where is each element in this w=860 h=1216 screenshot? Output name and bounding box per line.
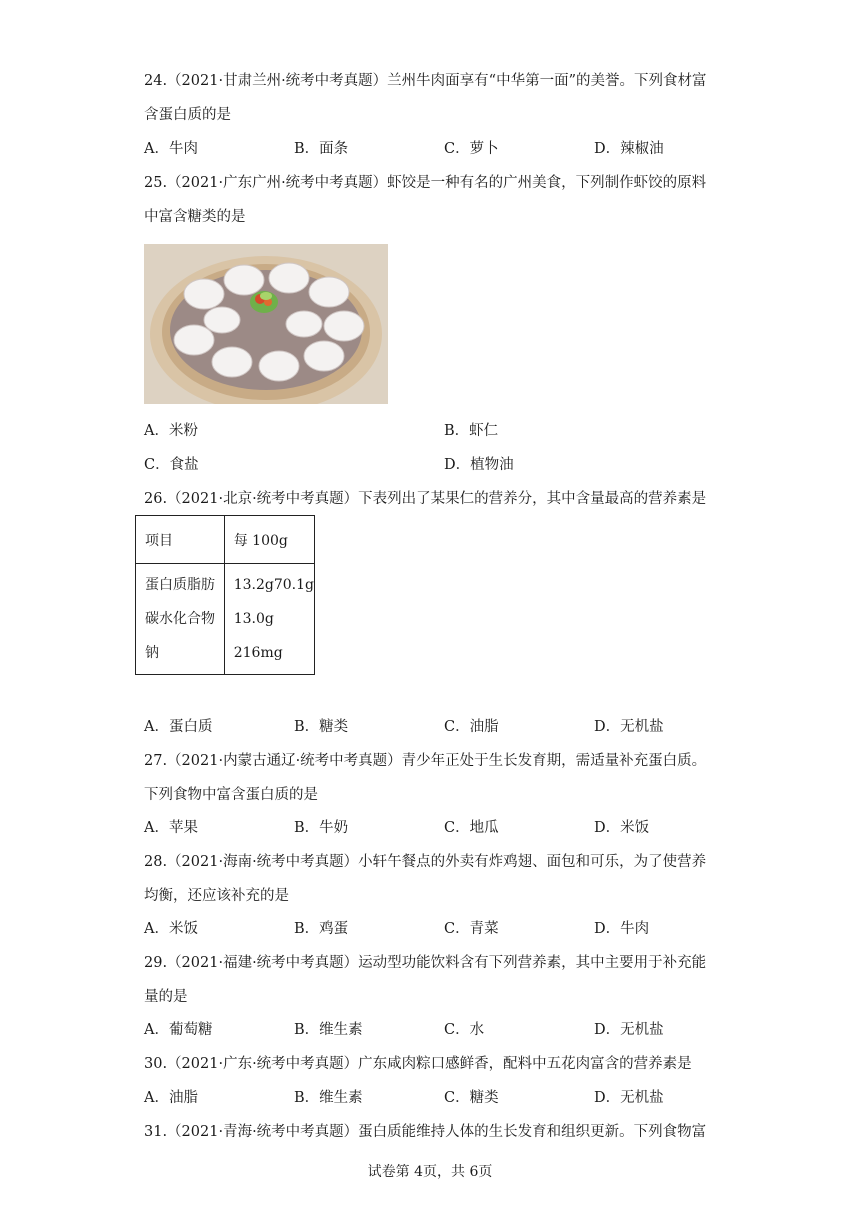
q27-option-d: D．米饭	[594, 820, 650, 836]
q30-option-c: C．糖类	[444, 1090, 499, 1106]
q26-option-d: D．无机盐	[594, 719, 664, 735]
question-30-line1: 30.（2021·广东·统考中考真题）广东咸肉粽口感鲜香，配料中五花肉富含的营养素是	[144, 1056, 692, 1072]
q29-option-b: B．维生素	[294, 1022, 363, 1038]
q25-option-c: C．食盐	[144, 457, 199, 473]
q27-option-b: B．牛奶	[294, 820, 349, 836]
table-cell: 碳水化合物	[145, 611, 215, 627]
q26-option-c: C．油脂	[444, 719, 499, 735]
q25-option-a: A．米粉	[144, 423, 198, 439]
q29-option-a: A．葡萄糖	[144, 1022, 213, 1038]
question-27-line2: 下列食物中富含蛋白质的是	[144, 787, 318, 803]
q28-option-a: A．米饭	[144, 921, 198, 937]
q27-option-c: C．地瓜	[444, 820, 499, 836]
q24-option-a: A．牛肉	[144, 141, 198, 157]
table-cell: 钠	[145, 645, 159, 661]
shrimp-dumpling-photo	[144, 244, 388, 404]
q27-option-a: A．苹果	[144, 820, 198, 836]
table-col-nutrients	[136, 564, 225, 675]
q30-option-d: D．无机盐	[594, 1090, 664, 1106]
q29-option-c: C．水	[444, 1022, 485, 1038]
question-29-line2: 量的是	[144, 989, 188, 1005]
question-31-line1: 31.（2021·青海·统考中考真题）蛋白质能维持人体的生长发育和组织更新。下列食物富	[144, 1124, 707, 1140]
q26-option-b: B．糖类	[294, 719, 349, 735]
nutrition-table	[135, 515, 315, 675]
q24-option-d: D．辣椒油	[594, 141, 664, 157]
question-29-line1: 29.（2021·福建·统考中考真题）运动型功能饮料含有下列营养素，其中主要用于补充能	[144, 955, 707, 971]
question-26-line1: 26.（2021·北京·统考中考真题）下表列出了某果仁的营养分，其中含量最高的营养素是	[144, 491, 707, 507]
page-footer: 试卷第 4页，共 6页	[367, 1164, 493, 1180]
table-header-per100g: 每 100g	[224, 516, 314, 564]
q25-option-d: D．植物油	[444, 457, 514, 473]
question-24-line1: 24.（2021·甘肃兰州·统考中考真题）兰州牛肉面享有“中华第一面”的美誉。下列食材富	[144, 73, 707, 89]
q25-option-b: B．虾仁	[444, 423, 499, 439]
q29-option-d: D．无机盐	[594, 1022, 664, 1038]
table-cell: 13.2g70.1g	[233, 577, 314, 593]
q24-option-c: C．萝卜	[444, 141, 499, 157]
dumpling-steamer-image	[144, 244, 388, 404]
question-27-line1: 27.（2021·内蒙古通辽·统考中考真题）青少年正处于生长发育期，需适量补充蛋白质。	[144, 753, 707, 769]
q26-option-a: A．蛋白质	[144, 719, 213, 735]
q28-option-b: B．鸡蛋	[294, 921, 349, 937]
table-cell: 216mg	[233, 645, 283, 661]
table-header-item: 项目	[136, 516, 225, 564]
q30-option-a: A．油脂	[144, 1090, 198, 1106]
table-cell: 蛋白质脂肪	[145, 577, 215, 593]
question-24-line2: 含蛋白质的是	[144, 107, 231, 123]
q24-option-b: B．面条	[294, 141, 349, 157]
table-cell: 13.0g	[233, 611, 274, 627]
question-28-line1: 28.（2021·海南·统考中考真题）小轩午餐点的外卖有炸鸡翅、面包和可乐，为了使营养	[144, 854, 707, 870]
table-col-values	[224, 564, 314, 675]
question-25-line1: 25.（2021·广东广州·统考中考真题）虾饺是一种有名的广州美食，下列制作虾饺的原料	[144, 175, 707, 191]
question-25-line2: 中富含糖类的是	[144, 209, 246, 225]
q30-option-b: B．维生素	[294, 1090, 363, 1106]
question-28-line2: 均衡，还应该补充的是	[144, 888, 289, 904]
q28-option-d: D．牛肉	[594, 921, 650, 937]
q28-option-c: C．青菜	[444, 921, 499, 937]
